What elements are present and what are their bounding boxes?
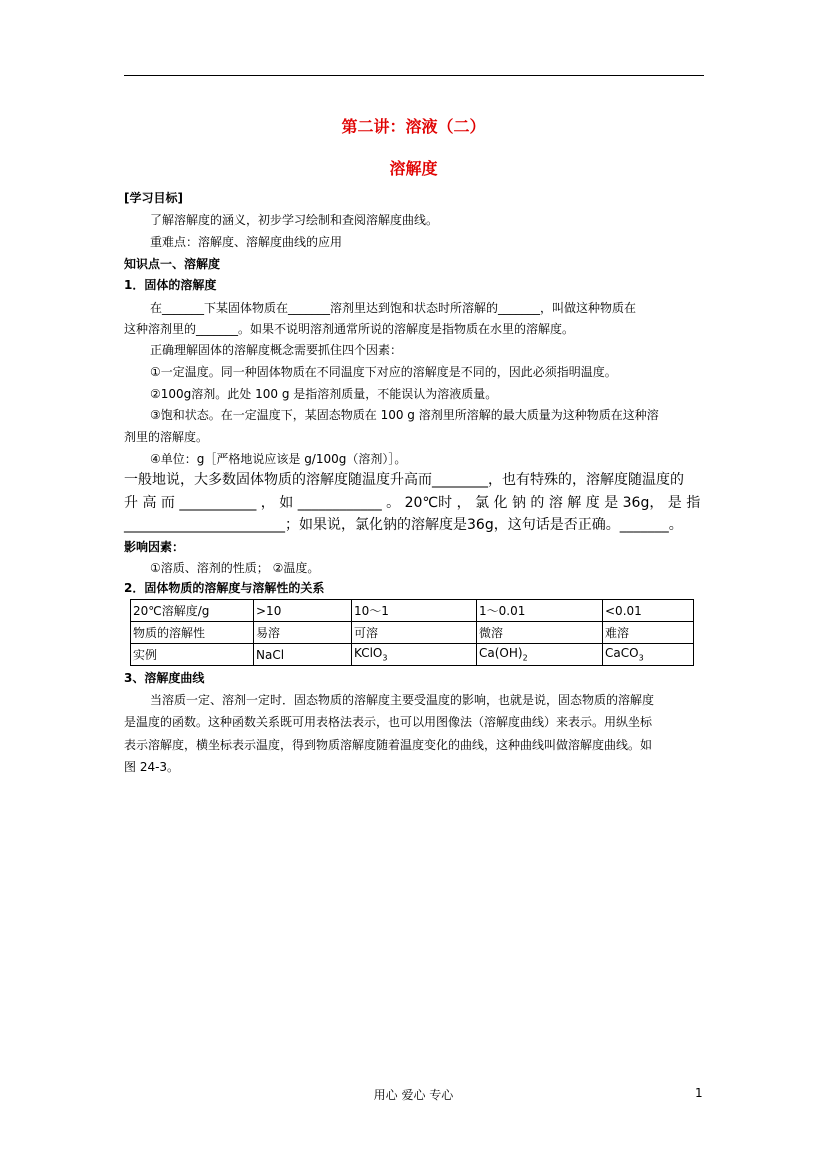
section-3-paragraph-line-3: 表示溶解度，横坐标表示温度，得到物质溶解度随着温度变化的曲线，这种曲线叫做溶解度曲线。如 [124, 738, 653, 752]
formula-subscript: 2 [522, 653, 528, 663]
table-cell: 1～0.01 [477, 600, 603, 622]
section-3-paragraph-line-1: 当溶质一定、溶剂一定时．固态物质的溶解度主要受温度的影响，也就是说，固态物质的溶解度 [150, 693, 655, 707]
formula-main: CaCO [605, 646, 639, 661]
solubility-table [130, 599, 694, 666]
factor-3-line-1: ③饱和状态。在一定温度下，某固态物质在 100 g 溶剂里所溶解的最大质量为这种物质在这种溶 [150, 408, 659, 422]
influence-factors: ①溶质、溶剂的性质； ②温度。 [150, 561, 320, 575]
factor-3-line-2: 剂里的溶解度。 [124, 430, 209, 444]
factor-2: ②100g溶剂。此处 100 g 是指溶剂质量，不能误认为溶液质量。 [150, 387, 498, 401]
document-subtitle: 溶解度 [389, 159, 438, 178]
formula-subscript: 3 [638, 653, 644, 663]
table-cell [352, 644, 477, 666]
table-cell: 10～1 [352, 600, 477, 622]
table-cell: 可溶 [352, 622, 477, 644]
goal-text-1: 了解溶解度的涵义，初步学习绘制和查阅溶解度曲线。 [150, 213, 439, 227]
table-cell [603, 644, 694, 666]
table-cell: 易溶 [254, 622, 352, 644]
knowledge-point-1-heading: 知识点一、溶解度 [124, 257, 221, 271]
section-3-paragraph-line-4: 图 24-3。 [124, 760, 180, 774]
table-cell: >10 [254, 600, 352, 622]
factor-1: ①一定温度。同一种固体物质在不同温度下对应的溶解度是不同的，因此必须指明温度。 [150, 365, 617, 379]
section-3-paragraph-line-2: 是温度的函数。这种函数关系既可用表格法表示，也可以用图像法（溶解度曲线）来表示。用纵坐标 [124, 715, 653, 729]
table-cell: NaCl [254, 644, 352, 666]
section-1-factors-intro: 正确理解固体的溶解度概念需要抓住四个因素： [150, 343, 403, 357]
section-1-paragraph-line-2: 这种溶剂里的_______。如果不说明溶剂通常所说的溶解度是指物质在水里的溶解度。 [124, 322, 575, 336]
general-paragraph-line-2: 升 高 而 ___________ ， 如 ____________ 。 20℃时 ， 氯 化 钠 的 溶 解 度 是 36g， 是 指 [124, 495, 701, 511]
document-title: 第二讲：溶液（二） [341, 117, 486, 136]
goal-text-2: 重难点：溶解度、溶解度曲线的应用 [150, 235, 343, 249]
formula-main: KClO [354, 646, 383, 661]
section-1-paragraph-line-1: 在_______下某固体物质在_______溶剂里达到饱和状态时所溶解的_______，叫做这种物质在 [150, 301, 637, 315]
general-paragraph-line-3: _______________________；如果说，氯化钠的溶解度是36g，这句话是否正确。_______。 [124, 517, 683, 533]
table-cell: 实例 [131, 644, 254, 666]
section-2-heading: 2．固体物质的溶解度与溶解性的关系 [124, 581, 325, 595]
general-paragraph-line-1: 一般地说，大多数固体物质的溶解度随温度升高而________，也有特殊的，溶解度随温度的 [124, 472, 684, 488]
header-rule [124, 75, 704, 76]
influence-heading: 影响因素： [124, 540, 185, 554]
factor-4: ④单位：g［严格地说应该是 g/100g（溶剂）］。 [150, 452, 407, 466]
table-row [131, 600, 694, 622]
table-cell: 微溶 [477, 622, 603, 644]
section-3-heading: 3、溶解度曲线 [124, 671, 205, 685]
formula-main: Ca(OH) [479, 646, 523, 661]
table-row [131, 644, 694, 666]
page-footer: 用心 爱心 专心 [373, 1088, 454, 1102]
section-1-heading: 1．固体的溶解度 [124, 278, 217, 292]
table-row [131, 622, 694, 644]
goal-heading: [学习目标] [124, 191, 183, 205]
page-number: 1 [695, 1086, 703, 1100]
table-cell [477, 644, 603, 666]
table-cell: 难溶 [603, 622, 694, 644]
table-cell: 物质的溶解性 [131, 622, 254, 644]
formula-subscript: 3 [382, 653, 388, 663]
table-cell: 20℃溶解度/g [131, 600, 254, 622]
table-cell: <0.01 [603, 600, 694, 622]
